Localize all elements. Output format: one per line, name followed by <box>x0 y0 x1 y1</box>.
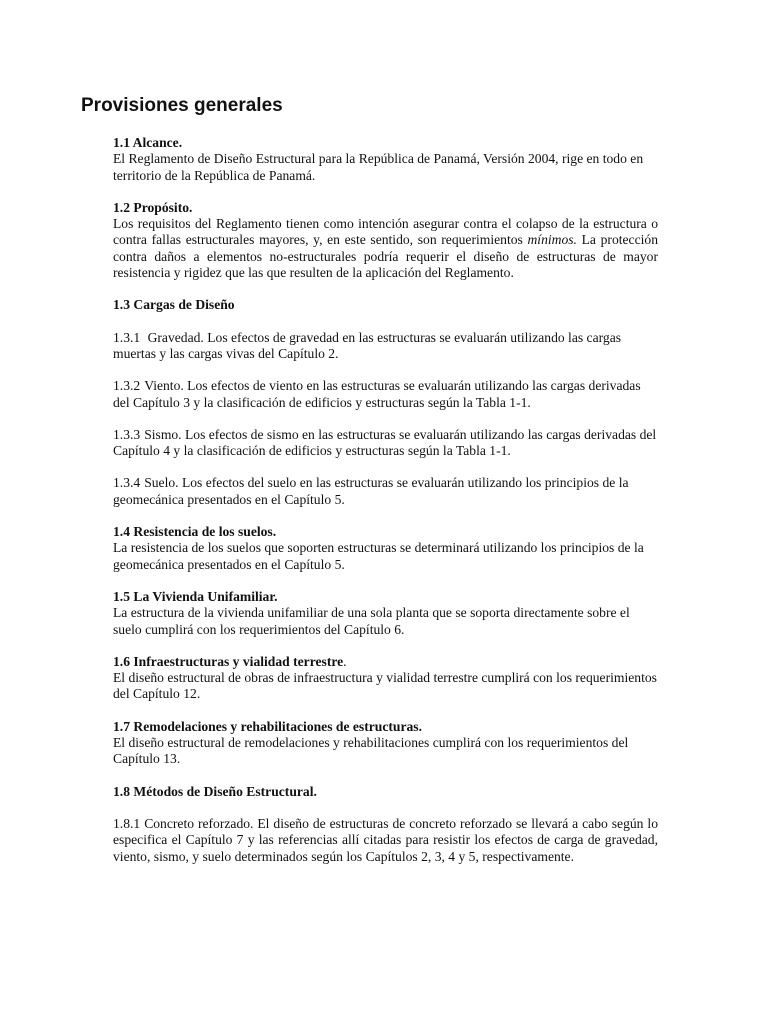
subsection-text <box>113 330 658 363</box>
subsection-1-3-1 <box>113 330 658 363</box>
section-text: El Reglamento de Diseño Estructural para la República de Panamá, Versión 2004, rige en todo en territorio de la República de Panamá. <box>113 151 644 183</box>
subsection-body: Viento. Los efectos de viento en las estructuras se evaluarán utilizando las cargas derivadas del Capítulo 3 y la clasificación de edificios y estructuras según la Tabla 1-1. <box>113 378 641 410</box>
section-heading: 1.1 Alcance. <box>113 135 183 150</box>
section-heading: 1.4 Resistencia de los suelos. <box>113 524 277 540</box>
section-1-1 <box>113 135 658 184</box>
subsection-text <box>113 427 658 460</box>
subsection-1-8-1 <box>113 816 658 865</box>
heading-period: . <box>343 653 347 669</box>
subsection-text <box>113 475 658 508</box>
subsection-body: Suelo. Los efectos del suelo en las estructuras se evaluarán utilizando los principios de la geomecánica presentados en el Capítulo 5. <box>113 475 629 507</box>
subsection-1-3-4 <box>113 475 658 508</box>
subsection-body: Gravedad. Los efectos de gravedad en las estructuras se evaluarán utilizando las cargas muertas y las cargas vivas del Capítulo 2. <box>113 329 622 361</box>
subsection-number: 1.3.4 <box>113 475 141 491</box>
section-text <box>113 216 658 281</box>
section-text: El diseño estructural de remodelaciones y rehabilitaciones cumplirá con los requerimientos del Capítulo 13. <box>113 735 629 767</box>
section-heading: 1.7 Remodelaciones y rehabilitaciones de estructuras. <box>113 718 422 734</box>
subsection-1-3-3 <box>113 427 658 460</box>
page-title: Provisiones generales <box>81 95 283 116</box>
section-text-part: Los requisitos del Reglamento tienen como intención asegurar contra el colapso de la estructura o contra fallas estructurales mayores, y, en este sentido, son requerimientos <box>113 216 658 248</box>
subsection-number: 1.8.1 <box>113 815 141 831</box>
section-1-3 <box>113 297 658 313</box>
section-heading: 1.3 Cargas de Diseño <box>113 297 235 313</box>
section-heading: 1.8 Métodos de Diseño Estructural. <box>113 783 317 799</box>
section-text: La estructura de la vivienda unifamiliar de una sola planta que se soporta directamente sobre el suelo cumplirá con los requerimientos del Capítulo 6. <box>113 605 630 637</box>
document-body <box>113 135 658 865</box>
section-heading: 1.6 Infraestructuras y vialidad terrestre <box>113 653 344 669</box>
emphasis-text: mínimos. <box>527 232 577 248</box>
subsection-text <box>113 816 658 865</box>
subsection-number: 1.3.1 <box>113 329 141 345</box>
subsection-body: Sismo. Los efectos de sismo en las estructuras se evaluarán utilizando las cargas derivadas del Capítulo 4 y la clasificación de edificios y estructuras según la Tabla 1-1. <box>113 426 657 459</box>
subsection-number: 1.3.2 <box>113 378 141 394</box>
section-text: El diseño estructural de obras de infraestructura y vialidad terrestre cumplirá con los requerimientos del Capítulo 12. <box>113 670 657 702</box>
section-1-4 <box>113 524 658 573</box>
section-text: La resistencia de los suelos que soporten estructuras se determinará utilizando los principios de la geomecánica presentados en el Capítulo 5. <box>113 540 644 572</box>
section-1-7 <box>113 719 658 768</box>
section-text-part: La protección contra daños a elementos no-estructurales podría requerir el diseño de estructuras de mayor resistencia y rigidez que las que resulten de la aplicación del Reglamento. <box>113 232 658 281</box>
subsection-1-3-2 <box>113 378 658 411</box>
section-1-2 <box>113 200 658 281</box>
section-1-8 <box>113 784 658 800</box>
subsection-body: Concreto reforzado. El diseño de estructuras de concreto reforzado se llevará a cabo según lo especifica el Capítulo 7 y las referencias allí citadas para resistir los efectos de carga de gravedad, viento, sismo, y suelo determinados según los Capítulos 2, 3, 4 y 5, respectivamente. <box>113 815 658 864</box>
section-heading-line <box>113 654 658 670</box>
subsection-text <box>113 378 658 411</box>
subsection-number: 1.3.3 <box>113 426 141 442</box>
section-heading: 1.5 La Vivienda Unifamiliar. <box>113 588 278 604</box>
section-heading: 1.2 Propósito. <box>113 199 193 215</box>
section-1-6 <box>113 654 658 703</box>
section-1-5 <box>113 589 658 638</box>
